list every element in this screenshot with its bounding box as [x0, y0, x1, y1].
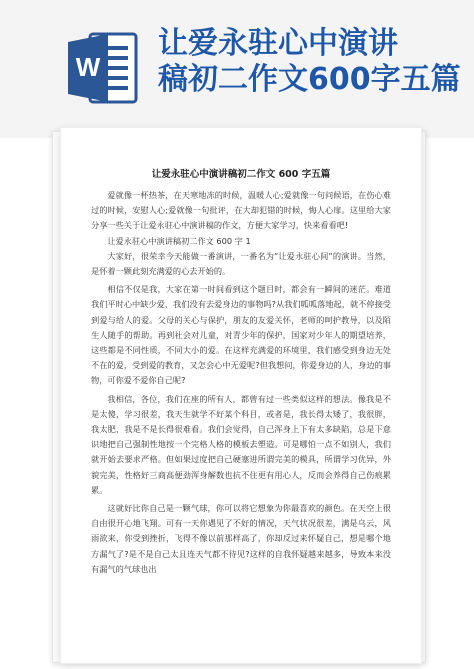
page-title: [158, 26, 468, 98]
header-banner: [0, 0, 474, 138]
paragraph: 爱就像一杯热茶，在天寒地冻的时候，温暖人心;爱就像一句问候语，在伤心难过的时候，安慰人心;爱就像一句批评，在大却犯错的时候，悔人心扉。这里给大家分享一些关于让爱永驻心中演讲稿的作文，方便大家学习，快来看看吧!: [91, 190, 391, 231]
title-line-1: 让爱永驻心中演讲: [158, 26, 398, 61]
word-document-icon: [68, 30, 138, 106]
paragraph: 大家好，很荣幸今天能做一番演讲，一番名为“让爱永驻心间”的演讲。当然，是怀着一颗此刻充满爱的心去开始的。: [91, 250, 391, 277]
paragraph: 相信不仅是我，大家在第一时间看到这个题目时，都会有一瞬间的迷茫。难道我们平时心中缺少爱，我们没有去爱身边的事物吗?从我们呱呱落地起，就不停接受到爱与给人的爱。父母的关心与保护，朋友的友爱关怀，老师的呵护教导，以及陌生人随手的帮助。再到社会对儿童，对青少年的保护，国家对少年人的期望培养，这些都是不同性质，不同大小的爱。在这样充满爱的环境里，我们感受到身边无处不在的爱，受到爱的教育，又怎会心中无爱呢?但我想问，你爱身边的人，身边的事物，可你爱不爱你自己呢?: [91, 284, 391, 386]
title-line-2: 稿初二作文600字五篇: [158, 62, 461, 97]
document-title: 让爱永驻心中演讲稿初二作文 600 字五篇: [151, 169, 331, 180]
section-heading: 让爱永驻心中演讲稿初二作文 600 字 1: [107, 235, 251, 246]
paragraph: 我相信，各位，我们在座的所有人，都曾有过一些类似这样的想法。像我是不是太傻，学习很差，我天生就学不好某个科目，或者是，我长得太矮了，我很胖，我太肥，我是不是长得很难看。我们会觉得，自己浑身上下有太多缺陷，总是下意识地把自己强制性地按一个完格人格的模板去塑造。可是哪怕一点不如别人，我们就开始去要求严格。但如果过度把自己硬塞进所谓完美的模具，所谓学习优异，外貌完美，性格好三商高便劲浑身解数也抗不住更有用心人，反而会养得自己伤痕累累。: [91, 393, 391, 495]
paragraph: 这就好比你自己是一颗气球，你可以将它想象为你最喜欢的颜色。在天空上很自由很开心地飞翔。可有一天你遇见了不好的情况，天气状况很差，满是乌云，风雨欲来，你受到挫折，飞得不像以前那样高了，你却反过来怀疑自己，想是哪个地方漏气了?是不是自己太且连天气都不待见?这样的自我怀疑越来越多，导致本来没有漏气的气球也出: [91, 503, 391, 574]
document-page: [60, 127, 422, 664]
document-body: [91, 188, 391, 577]
svg-text:W: W: [75, 52, 101, 82]
